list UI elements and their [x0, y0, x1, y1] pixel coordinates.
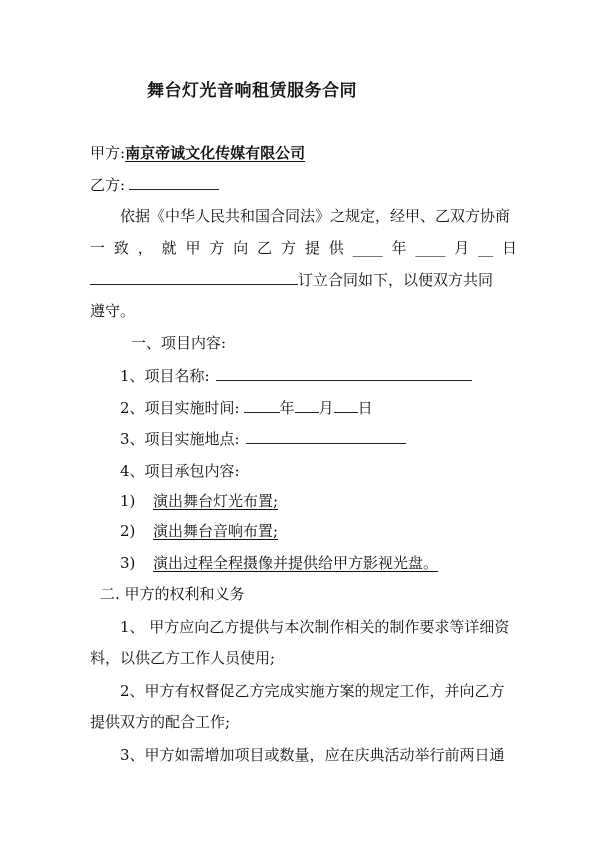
intro-line-3: [90, 270, 493, 290]
intro-line-2-token: 致: [113, 239, 129, 257]
item-1-row: [120, 366, 472, 386]
item-4-label: 4、项目承包内容:: [120, 462, 240, 480]
item-3-row: [120, 429, 406, 449]
intro-line-2-token: 方: [281, 239, 297, 257]
item-1-label: 1、项目名称:: [120, 367, 210, 385]
sub-item-2-num: 2): [120, 522, 136, 540]
party-b-row: [90, 175, 219, 195]
intro-line-2-token: 方: [209, 239, 225, 257]
intro-line-2-token: __: [478, 239, 494, 257]
item-2-month: 月: [318, 399, 334, 417]
document-title: 舞台灯光音响租赁服务合同: [147, 81, 357, 101]
item-2-day-blank: [334, 398, 358, 413]
item-3-label: 3、项目实施地点:: [120, 430, 240, 448]
intro-line-2-token: ____: [415, 239, 446, 257]
intro-line-2-token: 供: [328, 239, 344, 257]
intro-line-2-token: 就: [161, 239, 177, 257]
intro-line-2-token: 甲: [185, 239, 201, 257]
sub-item-2: [120, 521, 278, 541]
sub-item-3-text: 演出过程全程摄像并提供给甲方影视光盘。: [153, 554, 439, 572]
sub-item-1-num: 1): [120, 492, 136, 510]
item-2-day: 日: [357, 399, 373, 417]
section-2-heading: 二. 甲方的权利和义务: [100, 585, 245, 603]
clause-3-line-1: 3、甲方如需增加项目或数量，应在庆典活动举行前两日通: [120, 746, 505, 764]
intro-line-1: 依据《中华人民共和国合同法》之规定，经甲、乙双方协商: [120, 207, 511, 225]
item-2-year: 年: [279, 399, 295, 417]
intro-line-2-token: 日: [501, 239, 517, 257]
intro-line-2-token: 年: [391, 239, 407, 257]
intro-line-2-token: ，: [137, 239, 153, 257]
intro-line-2-token: 一: [90, 239, 106, 257]
item-2-row: [120, 398, 373, 418]
intro-line-3-text: 订立合同如下，以便双方共同: [298, 271, 494, 289]
clause-2-line-2: 提供双方的配合工作;: [90, 713, 231, 731]
sub-item-3: [120, 553, 438, 573]
clause-2-line-1: 2、甲方有权督促乙方完成实施方案的规定工作，并向乙方: [120, 682, 505, 700]
item-2-month-blank: [295, 398, 319, 413]
party-a-name: 南京帝诚文化传媒有限公司: [125, 144, 306, 162]
intro-line-2-token: 月: [454, 239, 470, 257]
intro-line-4: 遵守。: [90, 302, 136, 320]
party-a-row: [90, 143, 305, 163]
intro-line-2-token: 提: [304, 239, 320, 257]
section-1-heading: 一、项目内容:: [131, 334, 227, 352]
sub-item-1: [120, 491, 278, 511]
clause-1-line-2: 料，以供乙方工作人员使用;: [90, 649, 276, 667]
intro-blank: [90, 270, 298, 285]
item-2-year-blank: [244, 398, 280, 413]
sub-item-3-num: 3): [120, 554, 136, 572]
party-b-blank: [129, 175, 219, 190]
intro-line-2-token: 向: [233, 239, 249, 257]
party-b-label: 乙方:: [90, 176, 126, 194]
intro-line-2: [90, 238, 517, 258]
item-1-blank: [216, 366, 472, 381]
party-a-label: 甲方:: [90, 144, 126, 162]
clause-1-line-1: 1、 甲方应向乙方提供与本次制作相关的制作要求等详细资: [120, 618, 510, 636]
item-3-blank: [246, 429, 406, 444]
sub-item-1-text: 演出舞台灯光布置;: [153, 492, 279, 510]
sub-item-2-text: 演出舞台音响布置;: [153, 522, 279, 540]
intro-line-2-token: ____: [352, 239, 383, 257]
intro-line-2-token: 乙: [257, 239, 273, 257]
item-2-label: 2、项目实施时间:: [120, 399, 240, 417]
